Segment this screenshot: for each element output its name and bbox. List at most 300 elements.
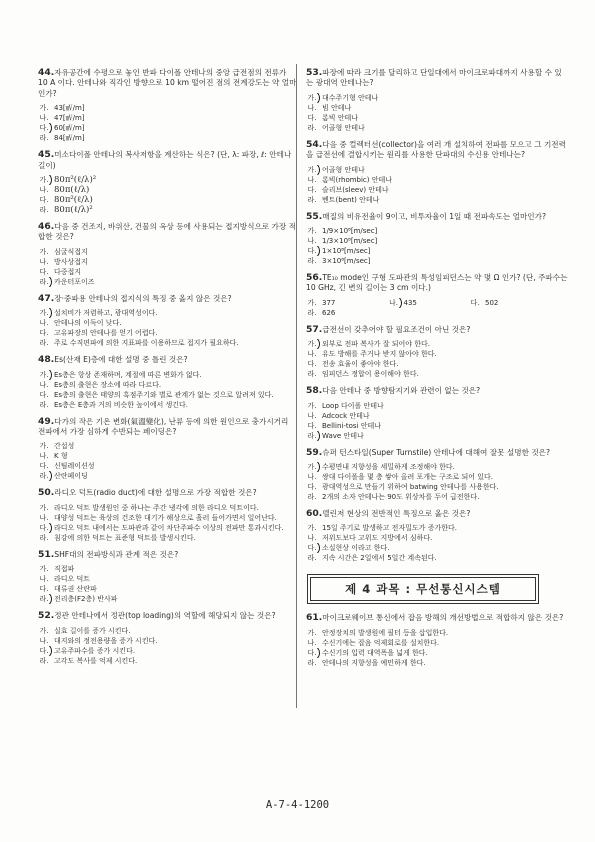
option-2[interactable] [306,411,453,421]
option-label: 가. [39,247,49,256]
option-3[interactable] [38,584,184,594]
question-47 [38,294,298,348]
option-4[interactable] [306,308,388,318]
question-text [306,448,568,458]
option-text: 어골형 안테나 [322,123,365,132]
option-label: 나. [39,452,49,461]
option-label: 가. [307,340,317,349]
question-stem: 정관 안테나에서 정관(top loading)의 역할에 해당되지 않는 것은? [54,611,276,621]
question-51 [38,550,298,604]
answer-options [306,165,568,205]
option-label: 나. [39,636,49,645]
question-45 [38,150,298,215]
option-text: 어골형 안테나 [322,165,365,174]
option-label: 라. [39,134,49,143]
option-4[interactable] [306,256,453,266]
option-text: 방사상접지 [54,257,88,266]
option-text: 롬빅(rhombic) 안테나 [322,175,393,184]
question-number: 44. [38,67,55,78]
option-4[interactable] [38,533,298,543]
option-text: 라디오 덕트 발생원인 중 하나는 주간 냉각에 의한 라디오 덕트이다. [54,503,259,512]
question-text [306,325,568,335]
option-text: 저위도보다 고위도 지방에서 심하다. [322,534,433,543]
question-number: 47. [38,292,55,304]
option-text: 대류권 산란파 [54,585,97,594]
right-questions [306,68,568,563]
option-4[interactable] [38,656,298,666]
option-3-circled[interactable] [306,246,453,256]
option-label: 가. [307,463,317,472]
option-text: 카운터포이즈 [54,277,95,286]
question-number: 48. [38,354,55,366]
option-4[interactable] [38,400,298,410]
option-3[interactable] [306,359,568,369]
question-text [306,212,568,222]
option-text: 주로 수직편파에 의한 지표파를 이용하므로 접지가 필요하다. [54,339,239,348]
option-text: 84[㎷/m] [54,134,85,143]
question-stem: 슈퍼 턴스타일(Super Turnstile) 안테나에 대해여 잘못 설명한 것은? [322,447,551,457]
question-number: 61. [306,612,323,624]
question-text [306,613,568,623]
option-3-circled[interactable] [306,543,568,553]
option-text: 502 [485,298,499,307]
right-column [306,68,568,675]
option-2[interactable] [38,113,184,123]
question-stem: 장·중파용 안테나의 접지식의 특징 중 옳지 않은 것은? [54,293,232,303]
question-48 [38,355,298,409]
option-text: 60[㎷/m] [54,124,85,133]
question-number: 53. [306,67,323,78]
option-4-circled[interactable] [38,594,184,604]
option-label: 라. [307,123,317,132]
answer-options [38,308,298,348]
option-4[interactable] [306,658,568,668]
option-2[interactable] [306,472,568,482]
option-text: 수평면내 지향성을 세밀하게 조정해야 한다. [322,463,455,472]
option-1-circled[interactable] [38,308,298,318]
option-label: 다. [307,360,317,369]
option-3-circled[interactable] [38,123,184,133]
question-stem: 다가의 작은 기온 변화(氣溫變化), 난류 등에 의한 원인으로 충가시거리 전파에서 가장 심하게 수반되는 페이딩은? [38,416,289,437]
option-4-circled[interactable] [38,277,184,287]
option-text: Es층의 출현은 장소에 따라 다르다. [54,380,162,389]
option-2[interactable] [38,513,298,523]
option-4[interactable] [306,492,568,502]
option-label: 가. [39,370,49,379]
question-stem: 다음 중 컬렉터선(collector)을 여러 개 설치하여 전파를 모으고 그 기전력을 급전선에 결합시키는 원리를 사용한 단파대의 수신용 안테나는? [306,139,566,160]
option-1[interactable] [306,523,568,533]
option-text: 대양성 덕트는 육상의 건조한 대기가 해상으로 흘러 들어가면서 일어난다. [54,513,277,522]
answer-options [38,503,298,543]
option-text: Bellini-tosi 안테나 [322,421,381,430]
option-label: 다. [39,329,49,338]
option-3[interactable] [38,267,184,277]
option-text: 안정장치의 발생원에 필터 등을 삽입한다. [322,628,449,637]
section-title: 제 4 과목 : 무선통신시스템 [310,577,536,601]
answer-options [38,175,298,215]
option-label: 라. [307,554,317,563]
option-text: 626 [322,308,336,317]
option-label: 나. [307,237,317,246]
option-label: 나. [307,638,317,647]
option-4[interactable] [306,195,453,205]
option-text: 고각도 복사를 억제 시킨다. [54,656,138,665]
option-text: 대지와의 정전용량을 증가 시킨다. [54,636,158,645]
option-label: 라. [39,400,49,409]
option-2[interactable] [306,103,453,113]
question-text [38,611,298,621]
question-text [38,417,298,438]
question-49 [38,417,298,482]
question-number: 51. [38,548,55,560]
option-label: 라. [307,493,317,502]
option-text: 직접파 [54,565,75,574]
option-label: 라. [39,339,49,348]
option-label: 가. [307,401,317,410]
option-text: 47[㎷/m] [54,114,85,123]
option-text: 고유파장의 안테나를 얻기 어렵다. [54,329,158,338]
option-1[interactable] [38,247,184,257]
question-text [38,488,298,498]
option-2-circled[interactable] [388,298,470,308]
option-label: 다. [307,185,317,194]
option-text: 외부로 전파 복사가 잘 되어야 한다. [322,340,431,349]
option-text: 1×10⁸[m/sec] [322,247,371,256]
answer-options [38,370,298,410]
option-label: 다. [39,124,49,133]
option-text: 광대역성으로 만들기 위하여 batwing 안테나를 사용한다. [322,483,499,492]
question-number: 58. [306,385,323,397]
question-stem: 미소다이폴 안테나의 복사저항을 계산하는 식은? (단, λ: 파장, ℓ: 안테나 길이) [38,150,292,170]
option-label: 가. [307,93,317,102]
question-text [306,68,568,89]
option-label: 가. [307,227,317,236]
option-text: 간섭성 [54,442,75,451]
question-number: 55. [306,210,323,222]
option-1[interactable] [38,103,184,113]
option-3[interactable] [306,482,568,492]
option-text: 1/9×10⁸[m/sec] [322,227,378,236]
option-text: 3×10⁸[m/sec] [322,257,371,266]
option-2[interactable] [306,349,568,359]
question-stem: Es(산재 E)층에 대한 설명 중 틀린 것은? [54,355,188,365]
question-stem: TE₁₀ mode인 구형 도파관의 특성임피던스는 약 몇 Ω 인가? (단, 주파수는 10 GHz, 긴 변의 길이는 3 cm 이다.) [306,273,568,293]
option-text: 소실현상 이라고 한다. [322,544,390,553]
option-label: 다. [39,646,49,655]
option-3[interactable] [38,390,298,400]
option-3[interactable] [38,328,298,338]
option-text: 15일 주기로 발생하고 전자밀도가 증가한다. [322,524,457,533]
option-label: 나. [39,513,49,522]
question-stem: 델린저 현상의 전반적인 특징으로 옳은 것은? [322,509,471,519]
option-text: 유도 방해를 주거나 받지 않아야 한다. [322,350,437,359]
option-2[interactable] [306,175,453,185]
question-56 [306,273,568,318]
option-1[interactable] [306,401,453,411]
option-1-circled[interactable] [306,93,453,103]
option-label: 가. [39,309,49,318]
option-2[interactable] [38,636,298,646]
option-text: 쌍대 다이폴을 몇 층 쌓아 올려 포개는 구조로 되어 있다. [322,473,494,482]
option-text: 롬빅 안테나 [322,113,359,122]
option-1-circled[interactable] [306,339,568,349]
option-text: K 형 [54,452,68,461]
option-text: 고유주파수를 증가 시킨다. [54,646,136,655]
question-text [38,150,298,171]
option-3[interactable] [306,185,453,195]
option-2[interactable] [306,236,453,246]
answer-options [306,339,568,379]
answer-options [306,298,568,318]
option-3[interactable] [306,421,453,431]
option-text: 임피던스 정합이 용이해야 한다. [322,370,419,379]
option-text: 수신기의 입력 대역폭을 넓게 한다. [322,648,428,657]
option-text: Es층의 출현은 태양의 흑점주기와 별로 관계가 없는 것으로 알려져 있다. [54,390,274,399]
option-2[interactable] [38,451,184,461]
option-label: 다. [39,196,49,205]
option-4-circled[interactable] [38,471,184,481]
option-text: 벤트(bent) 안테나 [322,195,380,204]
option-2[interactable] [38,380,298,390]
question-stem: 매질의 비유전율이 9이고, 비투자율이 1일 때 전파속도는 얼마인가? [322,211,547,221]
option-1[interactable] [38,503,298,513]
option-label: 다. [307,113,317,122]
option-text: Adcock 안테나 [322,411,370,420]
question-61 [306,613,568,667]
option-label: 나. [39,257,49,266]
option-label: 가. [39,626,49,635]
question-text [306,140,568,161]
option-text: 신틸레이션성 [54,462,95,471]
option-text: 안테나의 이득이 낮다. [54,319,122,328]
answer-options [306,628,568,668]
option-label: 가. [39,442,49,451]
question-55 [306,212,568,266]
option-label: 나. [39,319,49,328]
question-46 [38,222,298,287]
option-2[interactable] [38,574,184,584]
option-label: 다. [307,648,317,657]
question-52 [38,611,298,665]
option-1-circled[interactable] [306,462,568,472]
option-label: 가. [307,524,317,533]
question-50 [38,488,298,542]
option-label: 라. [39,656,49,665]
option-text: 산란페이딩 [54,472,88,481]
option-text: 43[㎷/m] [54,104,85,113]
option-label: 라. [39,533,49,542]
question-number: 46. [38,221,55,233]
option-text: Es층은 E층과 거의 비슷한 높이에서 생긴다. [54,400,189,409]
option-3-circled[interactable] [38,646,298,656]
option-label: 나. [389,298,398,307]
question-stem: 라디오 덕트(radio duct)에 대한 설명으로 가장 적합한 것은? [54,488,257,498]
question-stem: 급전선이 갖추어야 할 필요조건이 아닌 것은? [322,324,471,334]
option-text: 수신기에는 잡음 억제회로를 설치한다. [322,638,440,647]
option-1[interactable] [306,298,388,308]
option-text: 라디오 덕트 [54,575,91,584]
option-text: 전리층(F2층) 반사파 [54,595,118,604]
question-44 [38,68,298,143]
option-label: 가. [39,565,49,574]
option-4[interactable] [38,205,184,215]
option-1[interactable] [38,564,184,574]
option-3[interactable] [38,195,184,205]
question-stem: 마이크로웨이브 통신에서 잡음 방해의 개선방법으로 적합하지 않은 것은? [322,613,564,623]
option-label: 나. [307,175,317,184]
question-number: 56. [306,272,323,284]
option-label: 가. [307,628,317,637]
option-label: 다. [307,483,317,492]
option-text: 침강에 의한 덕트는 표준형 덕트를 발생시킨다. [54,533,196,542]
option-4[interactable] [306,369,568,379]
option-2[interactable] [38,257,184,267]
option-label: 나. [39,186,49,195]
option-label: 나. [307,350,317,359]
option-label: 라. [307,257,317,266]
option-text: 80π²(ℓ/λ)² [54,175,97,186]
option-label: 나. [39,114,49,123]
question-text [306,509,568,519]
option-4[interactable] [306,553,568,563]
question-number: 45. [38,149,55,161]
option-1[interactable] [306,226,453,236]
option-label: 라. [307,195,317,204]
option-1[interactable] [306,628,568,638]
option-text: 실효 길이를 증가 시킨다. [54,626,131,635]
option-text: 대수주기형 안테나 [322,93,379,102]
question-text [306,386,568,396]
question-60 [306,509,568,563]
option-label: 라. [307,308,317,317]
option-label: 라. [39,206,49,215]
answer-options [38,564,298,604]
answer-options [38,103,298,143]
question-57 [306,325,568,379]
question-stem: 다음 안테나 중 방향탐지기와 관련이 없는 것은? [322,386,481,396]
page-footer: A-7-4-1200 [265,799,330,811]
option-label: 다. [39,585,49,594]
option-label: 라. [39,472,49,481]
option-text: 1/3×10⁸[m/sec] [322,237,378,246]
option-text: 안테나의 지향성을 예민하게 한다. [322,658,426,667]
right-questions-after [306,613,568,667]
option-label: 다. [307,544,317,553]
question-stem: 파장에 따라 크기를 달리하고 단일대에서 마이크로파대까지 사용할 수 있는 광대역 안테나는? [306,68,562,88]
option-3[interactable] [306,113,453,123]
option-label: 다. [470,298,480,307]
option-label: 나. [39,575,49,584]
question-text [38,222,298,243]
option-label: 가. [307,165,317,174]
option-1[interactable] [38,441,184,451]
option-label: 라. [307,370,317,379]
option-4[interactable] [306,123,453,133]
question-number: 59. [306,446,323,458]
option-label: 나. [307,534,317,543]
option-4[interactable] [38,133,184,143]
answer-options [306,462,568,502]
option-text: Loop 다이폴 안테나 [322,401,384,410]
option-1-circled[interactable] [38,175,184,185]
question-number: 60. [306,508,323,520]
question-text [306,273,568,294]
option-text: 라디오 덕트 내에서는 도파관과 같이 차단주파수 이상의 전파만 통과시킨다. [54,523,284,532]
option-label: 가. [307,298,317,307]
question-number: 49. [38,415,55,427]
option-1-circled[interactable] [38,370,298,380]
question-text [38,294,298,304]
option-label: 가. [39,503,49,512]
option-3[interactable] [469,298,551,308]
question-number: 52. [38,610,55,622]
option-3-circled[interactable] [38,523,298,533]
answer-options [38,247,298,287]
option-text: 80π(ℓ/λ)² [54,205,93,216]
question-54 [306,140,568,205]
option-text: 80π²(ℓ/λ) [54,195,93,206]
question-stem: 다음 중 건조지, 바위산, 건물의 옥상 등에 사용되는 접지방식으로 가장 적합한 것은? [38,222,296,242]
answer-options [306,226,568,266]
option-text: 지속 시간은 2일에서 5일간 계속된다. [322,554,437,563]
option-2[interactable] [306,533,568,543]
answer-options [306,401,568,441]
question-number: 54. [306,138,323,150]
option-3-circled[interactable] [306,648,568,658]
option-label: 가. [39,176,49,185]
answer-options [38,626,298,666]
option-text: 435 [403,298,417,307]
option-3[interactable] [38,461,184,471]
option-1-circled[interactable] [306,165,453,175]
question-text [38,355,298,365]
question-53 [306,68,568,133]
option-label: 다. [39,267,49,276]
option-label: 다. [307,421,317,430]
option-text: 80π(ℓ/λ) [54,185,90,196]
answer-options [306,93,568,133]
option-text: 슬리브(sleev) 안테나 [322,185,389,194]
option-label: 나. [307,411,317,420]
option-text: 377 [322,298,336,307]
option-2[interactable] [38,185,184,195]
option-1[interactable] [38,626,298,636]
option-text: Wave 안테나 [322,431,364,440]
option-label: 다. [39,462,49,471]
question-stem: 자유공간에 수평으로 놓인 반파 다이폴 안테나의 중앙 급전점의 전류가 10 A 이다. 안테나와 직각인 방향으로 10 km 떨어진 점의 전계강도는 약 얼마인가? [38,68,297,98]
option-label: 나. [307,103,317,112]
option-label: 나. [39,380,49,389]
question-text [38,550,298,560]
question-number: 50. [38,487,55,499]
option-text: 2개의 소자 안테나는 90도 위상차를 두어 급전한다. [322,493,480,502]
option-4[interactable] [38,338,298,348]
answer-options [38,441,298,481]
option-label: 다. [307,247,317,256]
answer-options [306,523,568,563]
option-label: 라. [307,658,317,667]
question-number: 57. [306,323,323,335]
option-2[interactable] [306,638,568,648]
option-text: 빔 안테나 [322,103,352,112]
question-text [38,68,298,99]
option-label: 라. [307,431,317,440]
option-4-circled[interactable] [306,431,453,441]
question-59 [306,448,568,502]
option-2[interactable] [38,318,298,328]
option-label: 라. [39,595,49,604]
option-label: 나. [307,473,317,482]
